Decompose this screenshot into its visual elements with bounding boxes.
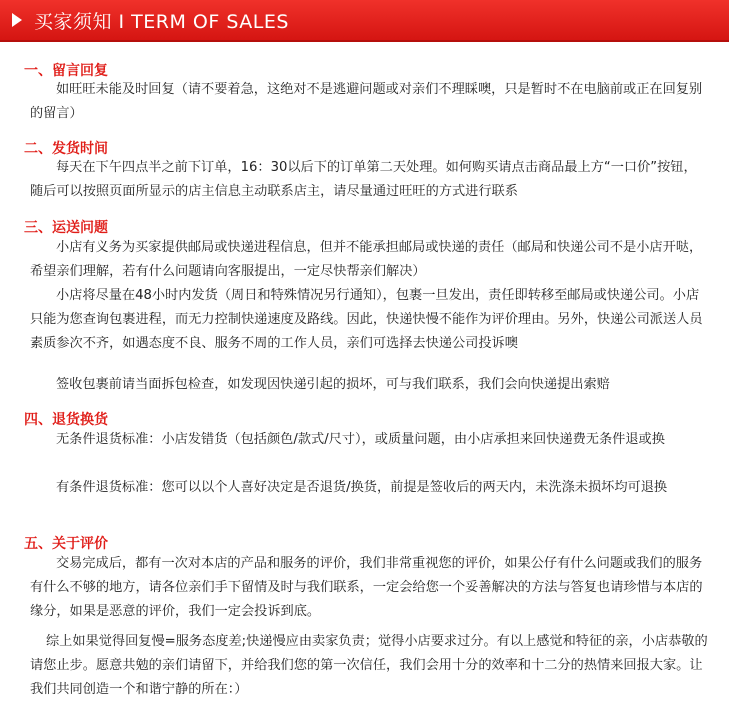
- section-title-delivery-issues: 三、运送问题: [24, 220, 108, 236]
- header-banner: [0, 0, 729, 42]
- paragraph: 如旺旺未能及时回复（请不要着急，这绝对不是逃避问题或对亲们不理睬噢，只是暂时不在电脑前或正在回复别的留言）: [30, 82, 703, 121]
- section-title-returns-exchanges: 四、退货换货: [24, 412, 108, 428]
- paragraph: 签收包裹前请当面拆包检查，如发现因快递引起的损坏，可与我们联系，我们会向快递提出索赔: [56, 377, 610, 392]
- paragraph: 交易完成后，都有一次对本店的产品和服务的评价，我们非常重视您的评价，如果公仔有什么问题或我们的服务有什么不够的地方，请各位亲们手下留情及时与我们联系，一定会给您一个妥善解决的方法与答复也请珍惜与本店的缘分，如果是恶意的评价，我们一定会投诉到底。: [30, 556, 703, 619]
- arrow-right-icon: [12, 13, 22, 27]
- paragraph: 综上如果觉得回复慢=服务态度差;快递慢应由卖家负责；觉得小店要求过分。有以上感觉和特征的亲，小店恭敬的请您止步。愿意共勉的亲们请留下，并给我们您的第一次信任，我们会用十分的效率和十二分的热情来回报大家。让我们共同创造一个和谐宁静的所在：）: [30, 634, 708, 697]
- section-title-shipping-time: 二、发货时间: [24, 141, 108, 157]
- paragraph: 每天在下午四点半之前下订单，16：30以后下的订单第二天处理。如何购买请点击商品最上方“一口价”按钮，随后可以按照页面所显示的店主信息主动联系店主，请尽量通过旺旺的方式进行联系: [30, 160, 697, 199]
- section-title-about-reviews: 五、关于评价: [24, 536, 108, 552]
- paragraph: 小店有义务为买家提供邮局或快递进程信息，但并不能承担邮局或快递的责任（邮局和快递公司不是小店开哒，希望亲们理解，若有什么问题请向客服提出，一定尽快帮亲们解决）: [30, 240, 703, 279]
- paragraph: 有条件退货标准：您可以以个人喜好决定是否退货/换货，前提是签收后的两天内，未洗涤未损坏均可退换: [56, 480, 668, 495]
- paragraph: 无条件退货标准：小店发错货（包括颜色/款式/尺寸），或质量问题，由小店承担来回快递费无条件退或换: [56, 432, 665, 447]
- paragraph: 小店将尽量在48小时内发货（周日和特殊情况另行通知），包裹一旦发出，责任即转移至邮局或快递公司。小店只能为您查询包裹进程，而无力控制快递速度及路线。因此，快递快慢不能作为评价理由。另外，快递公司派送人员素质参次不齐，如遇态度不良、服务不周的工作人员，亲们可选择去快递公司投诉噢: [30, 288, 703, 351]
- section-title-message-reply: 一、留言回复: [24, 63, 108, 79]
- page-title: 买家须知 I TERM OF SALES: [34, 10, 289, 33]
